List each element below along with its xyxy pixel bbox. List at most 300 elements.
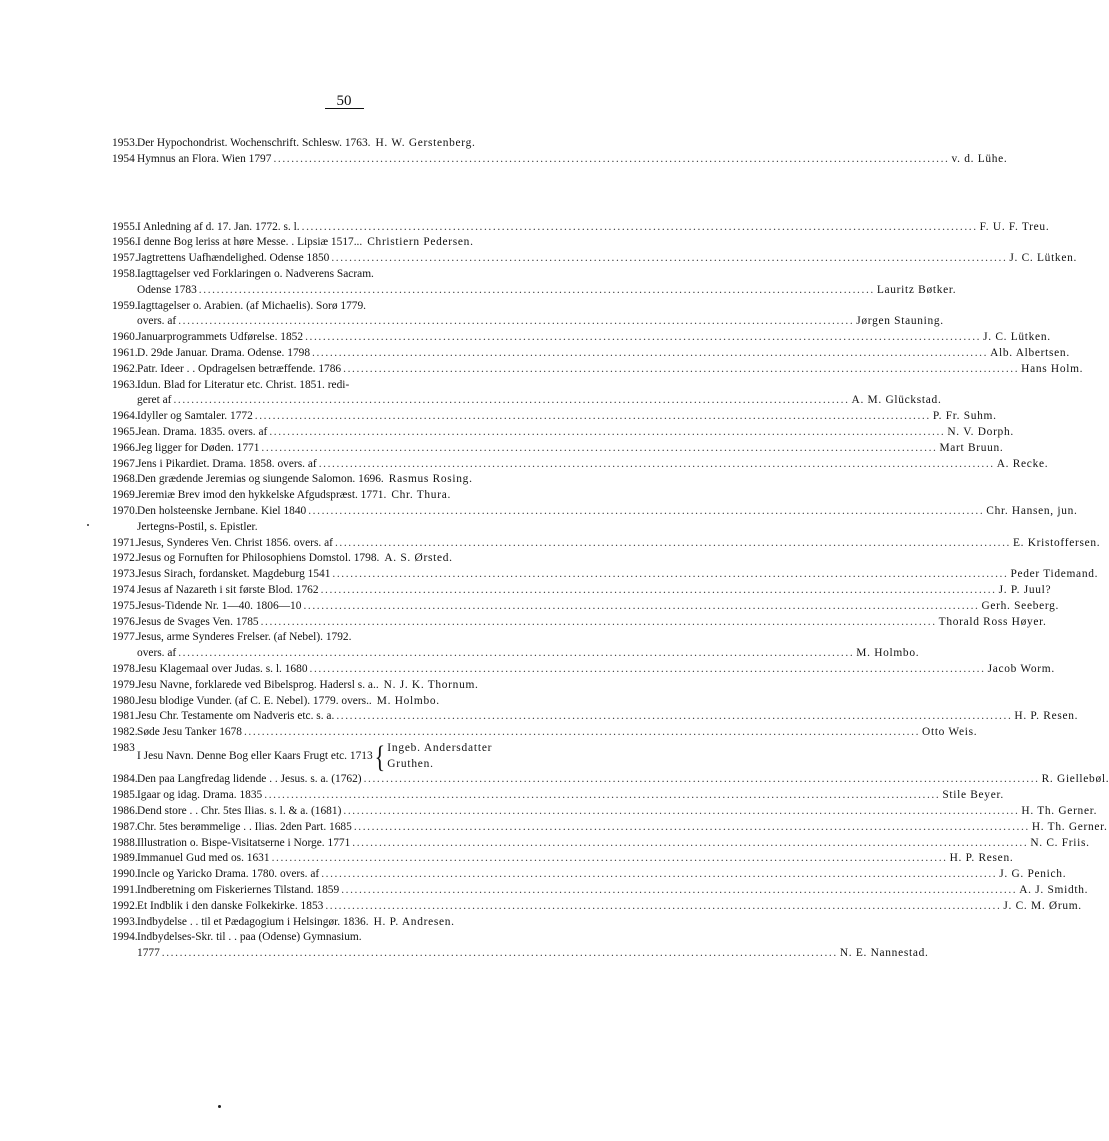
dot-leader [321,583,997,599]
catalog-entry [112,899,1082,915]
entry-author: v. d. Lühe. [951,152,1008,165]
entry-title: overs. af [137,647,177,660]
entry-author: Thorald Ross Høyer. [938,615,1047,628]
catalog-entry [112,472,632,488]
entry-line [137,136,632,152]
entry-title: Jagtrettens Uafhændelighed. Odense 1850 [137,252,330,265]
entry-line [137,235,632,251]
dot-leader [319,457,995,473]
entry-author: N. V. Dorph. [947,425,1014,438]
entry-author: H. P. Andresen. [373,915,455,928]
entry-number: 1977. [112,631,138,644]
entry-title: I Anledning af d. 17. Jan. 1772. s. l. [137,220,300,233]
entry-number: 1960. [112,331,138,344]
entry-number: 1968. [112,473,138,486]
catalog-entries [112,136,1109,962]
entry-author: N. C. Friis. [1030,836,1090,849]
entry-author: N. J. K. Thornum. [383,678,479,691]
entry-author: Hans Holm. [1021,362,1084,375]
entry-line [137,678,632,694]
entry-title: Immanuel Gud med os. 1631 [137,852,270,865]
catalog-entry [112,136,632,152]
entry-line [137,314,944,330]
entry-body [137,804,1097,820]
entry-body [137,615,1047,631]
entry-body [137,820,1108,836]
entry-line [137,946,929,962]
entry-number: 1978. [112,662,138,675]
catalog-entry [112,804,1098,820]
catalog-entry [112,820,1108,836]
catalog-entry [112,738,632,774]
entry-author: Otto Weis. [922,726,978,739]
catalog-entry [112,709,1079,725]
entry-number: 1962. [112,362,138,375]
entry-number: 1965. [112,425,138,438]
catalog-entry [112,915,632,931]
entry-number: 1985. [112,789,138,802]
dot-leader [341,883,1017,899]
entry-title: Jesus de Svages Ven. 1785 [137,615,259,628]
entry-author [387,741,492,773]
entry-title: Jesus, Synderes Ven. Christ 1856. overs. af [137,536,333,549]
entry-number: 1971. [112,536,138,549]
entry-line [137,804,1097,820]
entry-author: J. G. Penich. [999,868,1067,881]
catalog-entry [112,662,1055,678]
entry-number: 1980. [112,694,138,707]
entry-title: Iagttagelser o. Arabien. (af Michaelis). Sorø 1779. [137,299,367,312]
catalog-entry [112,251,1078,267]
entry-line [137,504,1078,520]
entry-body [137,441,1003,457]
entry-line [137,152,1007,168]
entry-author: Lauritz Bøtker. [876,283,957,296]
entry-line [137,362,1083,378]
entry-title: Søde Jesu Tanker 1678 [137,726,242,739]
entry-author: A. J. Smidth. [1019,884,1089,897]
entry-author: E. Kristoffersen. [1013,536,1101,549]
entry-line [137,899,1082,915]
entry-line [137,646,919,662]
catalog-entry [112,725,978,741]
dot-leader [244,725,920,741]
entry-title: Hymnus an Flora. Wien 1797 [137,152,272,165]
catalog-entry [112,836,1090,852]
entry-body [137,709,1078,725]
entry-line [137,520,1078,536]
entry-body [137,772,1109,788]
catalog-entry [112,630,920,662]
entry-number: 1956. [112,236,138,249]
entry-title: Jesu Klagemaal over Judas. s. l. 1680 [137,662,308,675]
entry-line [137,851,1013,867]
catalog-entry [112,488,632,504]
entry-body [137,152,1007,168]
entry-title: Den paa Langfredag lidende . . Jesus. s. a. (1762) [137,773,362,786]
entry-number: 1974 [112,583,135,596]
entry-author: H. Th. Gerner. [1021,805,1098,818]
dot-leader [261,615,937,631]
entry-title: D. 29de Januar. Drama. Odense. 1798 [137,346,311,359]
entry-number: 1972. [112,552,138,565]
catalog-entry [112,678,632,694]
entry-title: 1777 [137,947,160,960]
entry-number: 1970. [112,504,138,517]
entry-body [137,220,1049,236]
entry-number: 1964. [112,410,138,423]
entry-author: M. Holmbo. [856,647,920,660]
entry-number: 1967. [112,457,138,470]
dot-leader [173,393,849,409]
entry-body [137,694,632,710]
entry-author: Rasmus Rosing. [388,473,473,486]
entry-number: 1991. [112,884,138,897]
entry-author: H. W. Gerstenberg. [375,137,476,149]
dot-leader [269,425,945,441]
entry-number: 1990. [112,868,138,881]
entry-line [137,772,1109,788]
entry-line [137,738,632,774]
dot-leader [308,504,984,520]
dot-leader [199,283,875,299]
entry-line [137,883,1088,899]
dot-leader [261,441,937,457]
entry-author: Alb. Albertsen. [990,346,1070,359]
entry-title: Januarprogrammets Udførelse. 1852 [137,331,304,344]
entry-number: 1966. [112,441,138,454]
dot-leader [335,536,1011,552]
entry-author: R. Giellebøl. [1041,773,1109,786]
entry-title: Der Hypochondrist. Wochenschrift. Schlesw. 1763. [137,137,371,149]
entry-line [137,836,1090,852]
catalog-entry [112,362,1084,378]
entry-number: 1959. [112,299,138,312]
entry-author: Christiern Pedersen. [367,236,474,249]
entry-line [137,283,956,299]
entry-body [137,488,632,504]
dot-leader [364,772,1040,788]
entry-line [137,425,1014,441]
entry-title: Jean. Drama. 1835. overs. af [137,425,268,438]
entry-author: A. Recke. [996,457,1049,470]
entry-title: Et Indblik i den danske Folkekirke. 1853 [137,899,324,912]
entry-title: Jesus Sirach, fordansket. Magdeburg 1541 [137,568,331,581]
catalog-entry [112,851,1014,867]
catalog-entry [112,457,1049,473]
entry-body [137,409,997,425]
entry-title: Jertegns-Postil, s. Epistler. [137,520,258,533]
entry-body [137,299,944,331]
entry-number: 1954 [112,152,135,165]
entry-line [137,725,977,741]
entry-line [137,820,1108,836]
dot-leader [325,899,1001,915]
entry-body [137,267,956,299]
entry-title: Odense 1783 [137,283,197,296]
entry-body [137,457,1048,473]
entry-author: N. E. Nannestad. [839,947,929,960]
dot-leader [178,646,854,662]
entry-number: 1986. [112,805,138,818]
entry-title: Dend store . . Chr. 5tes Ilias. s. l. & a. (1681) [137,805,342,818]
ink-dot [218,1105,221,1108]
entry-number: 1981. [112,710,138,723]
entry-body [137,378,942,410]
entry-author: Chr. Hansen, jun. [986,504,1078,517]
entry-author: Gerh. Seeberg. [981,599,1060,612]
entry-number: 1961. [112,346,138,359]
dot-leader [272,851,948,867]
entry-number: 1957. [112,252,138,265]
catalog-entry [112,425,1014,441]
dot-leader [303,599,979,615]
entry-author: Jacob Worm. [987,662,1055,675]
entry-title: overs. af [137,315,177,328]
catalog-entry [112,788,1004,804]
entry-body [137,504,1078,536]
dot-leader [255,409,931,425]
brace-mark: { [374,738,386,774]
entry-line [137,346,1070,362]
entry-author: P. Fr. Suhm. [932,410,997,423]
entry-line [137,536,1100,552]
entry-body [137,136,632,152]
entry-number: 1979. [112,678,138,691]
author-line: Ingeb. Andersdatter [387,741,493,754]
entry-number: 1989. [112,852,138,865]
entry-line [137,662,1055,678]
catalog-entry [112,599,1060,615]
entry-body [137,662,1055,678]
dot-leader [331,251,1007,267]
entry-title: Jesus-Tidende Nr. 1—40. 1806—10 [137,599,302,612]
entry-line [137,551,632,567]
entry-body [137,346,1070,362]
dot-leader [162,946,838,962]
dot-leader [343,362,1019,378]
entry-line [137,930,929,946]
entry-line [137,393,942,409]
entry-line [137,488,632,504]
catalog-entry [112,694,632,710]
catalog-entry [112,615,1047,631]
catalog-entry [112,441,1004,457]
entry-body [137,536,1100,552]
entry-body [137,851,1013,867]
entry-title: Illustration o. Bispe-Visitatserne i Norge. 1771 [137,836,351,849]
entry-author: H. Th. Gerner. [1031,820,1108,833]
entry-author: H. P. Resen. [949,852,1014,865]
entry-author: F. U. F. Treu. [979,220,1050,233]
dot-leader [343,804,1019,820]
dot-leader [352,836,1028,852]
author-line: Gruthen. [387,757,434,770]
entry-title: Den grædende Jeremias og siungende Salomon. 1696. [137,473,384,486]
entry-line [137,583,1051,599]
entry-number: 1953. [112,137,138,149]
catalog-entry [112,346,1070,362]
entry-body [137,425,1014,441]
entry-number: 1963. [112,378,138,391]
entry-body [137,867,1066,883]
entry-body [137,235,632,251]
entry-title: Indbydelse . . til et Pædagogium i Helsingør. 1836. [137,915,369,928]
dot-leader [354,820,1030,836]
entry-title: geret af [137,394,172,407]
catalog-entry [112,883,1089,899]
entry-title: Chr. 5tes berømmelige . . Ilias. 2den Part. 1685 [137,820,352,833]
entry-body [137,836,1090,852]
entry-author: Stile Beyer. [942,789,1004,802]
entry-line [137,220,1049,236]
entry-line [137,788,1004,804]
entry-author: A. M. Glückstad. [851,394,942,407]
entry-title: Jesus, arme Synderes Frelser. (af Nebel). 1792. [137,631,352,644]
entry-title: Den holsteenske Jernbane. Kiel 1840 [137,504,307,517]
entry-number: 1976. [112,615,138,628]
catalog-entry [112,330,1051,346]
entry-author: J. C. Lütken. [983,331,1051,344]
entry-body [137,788,1004,804]
entry-title: I Jesu Navn. Denne Bog eller Kaars Frugt etc. 1713 [137,749,373,762]
entry-title: Jeremiæ Brev imod den hykkelske Afgudspræst. 1771. [137,489,387,502]
entry-title: Jens i Pikardiet. Drama. 1858. overs. af [137,457,317,470]
dot-leader [321,867,997,883]
entry-body [137,915,632,931]
catalog-entry [112,409,997,425]
entry-title: Jesus og Fornuften for Philosophiens Domstol. 1798. [137,552,380,565]
entry-title: I denne Bog leriss at høre Messe. . Lipsiæ 1517... [137,236,363,249]
catalog-entry [112,152,1008,168]
catalog-entry [112,551,632,567]
entry-line [137,472,632,488]
catalog-entry [112,299,944,331]
entry-number: 1988. [112,836,138,849]
catalog-entry [112,378,942,410]
dot-leader [178,314,854,330]
entry-body [137,472,632,488]
entry-body [137,738,632,774]
margin-mark [87,524,89,526]
entry-number: 1983 [112,741,135,754]
entry-line [137,378,942,394]
entry-author: M. Holmbo. [376,694,440,707]
entry-line [137,615,1047,631]
entry-author: J. P. Juul? [998,583,1052,596]
entry-line [137,709,1078,725]
entry-line [137,915,632,931]
entry-line [137,251,1077,267]
entry-number: 1992. [112,899,138,912]
catalog-entry [112,867,1067,883]
entry-author: Peder Tidemand. [1010,568,1099,581]
entry-author: J. C. Lütken. [1009,252,1078,265]
entry-title: Idyller og Samtaler. 1772 [137,410,253,423]
dot-leader [305,330,981,346]
entry-author: J. C. M. Ørum. [1003,899,1082,912]
entry-body [137,362,1083,378]
entry-title: Jesus af Nazareth i sit første Blod. 1762 [137,583,319,596]
dot-leader [336,709,1012,725]
entry-title: Indbydelses-Skr. til . . paa (Odense) Gymnasium. [137,931,362,944]
entry-line [137,457,1048,473]
entry-body [137,551,632,567]
dot-leader [273,152,949,168]
entry-line [137,267,956,283]
dot-leader [332,567,1008,583]
catalog-entry [112,930,929,962]
entry-number: 1958. [112,267,138,280]
dot-leader [312,346,988,362]
entry-line [137,567,1098,583]
entry-author: Mart Bruun. [939,441,1004,454]
dot-leader [264,788,940,804]
entry-line [137,409,997,425]
entry-body [137,567,1098,583]
entry-number: 1982. [112,726,138,739]
entry-author: Jørgen Stauning. [856,315,944,328]
entry-number: 1975. [112,599,138,612]
catalog-entry [112,772,1109,788]
entry-body [137,599,1059,615]
entry-body [137,630,919,662]
catalog-entry [112,567,1099,583]
catalog-entry [112,583,1052,599]
entry-body [137,583,1051,599]
entry-title: Incle og Yaricko Drama. 1780. overs. af [137,868,320,881]
entry-body [137,930,929,962]
entry-number: 1955. [112,220,138,233]
entry-title: Idun. Blad for Literatur etc. Christ. 1851. redi- [137,378,350,391]
entry-number: 1993. [112,915,138,928]
entry-line [137,599,1059,615]
dot-leader [302,220,978,236]
entry-line [137,299,944,315]
entry-body [137,330,1051,346]
entry-title: Indberetning om Fiskeriernes Tilstand. 1859 [137,884,340,897]
entry-author: Chr. Thura. [391,489,452,502]
page-number: 50 [0,93,688,110]
entry-body [137,678,632,694]
entry-body [137,251,1077,267]
entry-title: Igaar og idag. Drama. 1835 [137,789,263,802]
entry-title: Jesu Navne, forklarede ved Bibelsprog. Hadersl s. a.. [137,678,379,691]
catalog-entry [112,220,1050,236]
entry-number: 1973. [112,568,138,581]
entry-number: 1994. [112,931,138,944]
entry-line [137,867,1066,883]
entry-title: Jeg ligger for Døden. 1771 [137,441,260,454]
entry-body [137,899,1082,915]
entry-number: 1984. [112,773,138,786]
entry-title: Iagttagelser ved Forklaringen o. Nadverens Sacram. [137,267,374,280]
entry-title: Jesu Chr. Testamente om Nadveris etc. s. a. [137,710,335,723]
entry-line [137,330,1051,346]
entry-title: Jesu blodige Vunder. (af C. E. Nebel). 1779. overs.. [137,694,372,707]
entry-line [137,441,1003,457]
dot-leader [310,662,986,678]
entry-body [137,725,977,741]
catalog-entry [112,235,632,251]
entry-title: Patr. Ideer . . Opdragelsen betræffende. 1786 [137,362,342,375]
entry-number: 1987. [112,820,138,833]
catalog-entry [112,267,957,299]
entry-number: 1969. [112,489,138,502]
entry-author: A. S. Ørsted. [384,552,453,565]
catalog-entry [112,504,1078,536]
entry-line [137,694,632,710]
